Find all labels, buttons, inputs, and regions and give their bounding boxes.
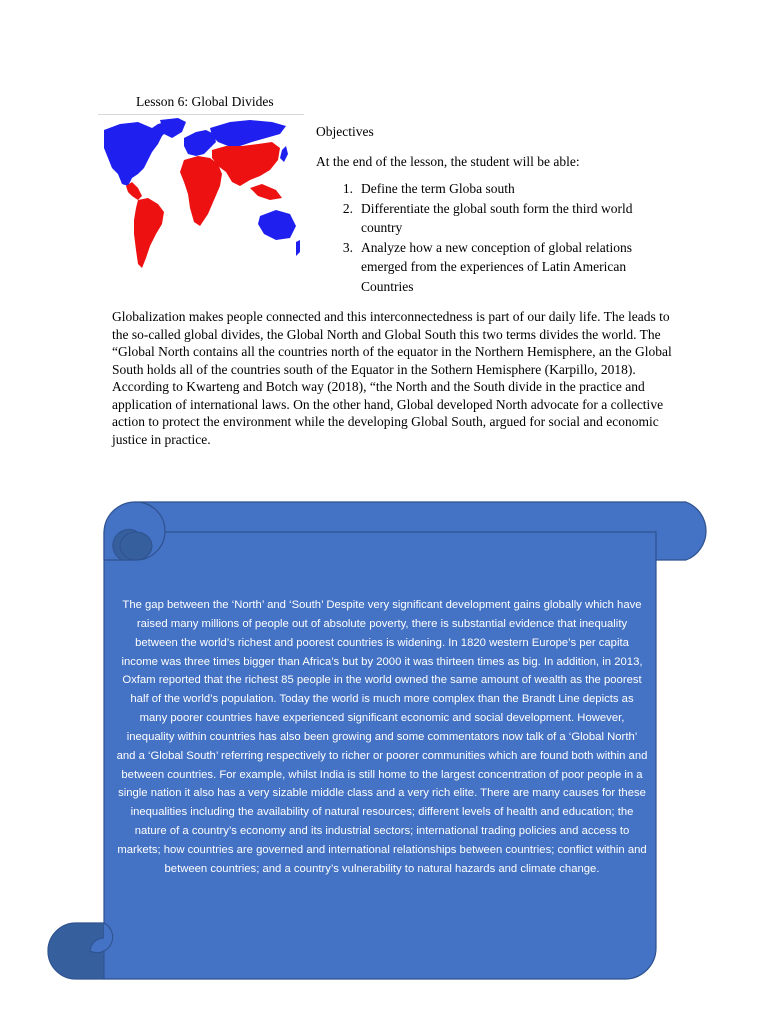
scroll-top-curl-inner [120,532,152,560]
objective-number: 1. [342,181,353,196]
objectives-section [316,122,676,296]
lesson-title: Lesson 6: Global Divides [136,94,274,109]
objectives-list [316,179,676,296]
scroll-text: The gap between the ‘North’ and ‘South’ Despite very significant development gains globally which have raised many millions of people out of absolute poverty, there is substantial evidence that inequality between the world’s richest and poorest countries is widening. In 1820 western Europe’s per capita income was three times bigger than Africa’s but by 2000 it was thirteen times as big. In addition, in 2013, Oxfam reported that the richest 85 people in the world owned the same amount of wealth as the poorest half of the world’s population. Today the world is much more complex than the Brandt Line depicts as many poorer countries have experienced significant economic and social development. However, inequality within countries has also been growing and some commentators now talk of a ‘Global North’ and a ‘Global South’ referring respectively to richer or poorer communities which are found both within and between countries. For example, whilst India is still home to the largest concentration of poor people in a single nation it also has a very sizable middle class and a very rich elite. There are many causes for these inequalities including the availability of natural resources; different levels of health and education; the nature of a country’s economy and its industrial sectors; international trading policies and access to markets; how countries are governed and international relationships between countries; conflict within and between countries; and a country’s vulnerability to natural hazards and climate change. [116,599,648,875]
world-map-image [100,116,300,279]
objective-number: 3. [342,239,353,255]
title-divider [98,114,304,115]
objective-item [316,199,676,238]
objective-item [316,179,676,199]
objectives-heading: Objectives [316,124,374,139]
body-paragraph: Globalization makes people connected and this interconnectedness is part of our daily life. The leads to the so-called global divides, the Global North and Global South this two terms divides the world. The “Global North contains all the countries north of the equator in the Northern Hemisphere, an the Global South holds all of the countries south of the Equator in the Sothern Hemisphere (Karpillo, 2018). According to Kwarteng and Botch way (2018), “the North and the South divide in the practice and application of international laws. On the other hand, Global developed North advocate for a collective action to protect the environment while the developing Global South, argued for social and economic justice in practice. [112,309,672,447]
objective-text: Analyze how a new conception of global relations emerged from the experiences of Latin American Countries [361,239,633,294]
objective-text: Define the term Globa south [361,181,515,196]
objective-item [316,238,676,297]
objectives-intro: At the end of the lesson, the student will be able: [316,153,580,169]
objective-text: Differentiate the global south form the third world country [361,200,633,235]
objective-number: 2. [342,200,353,216]
